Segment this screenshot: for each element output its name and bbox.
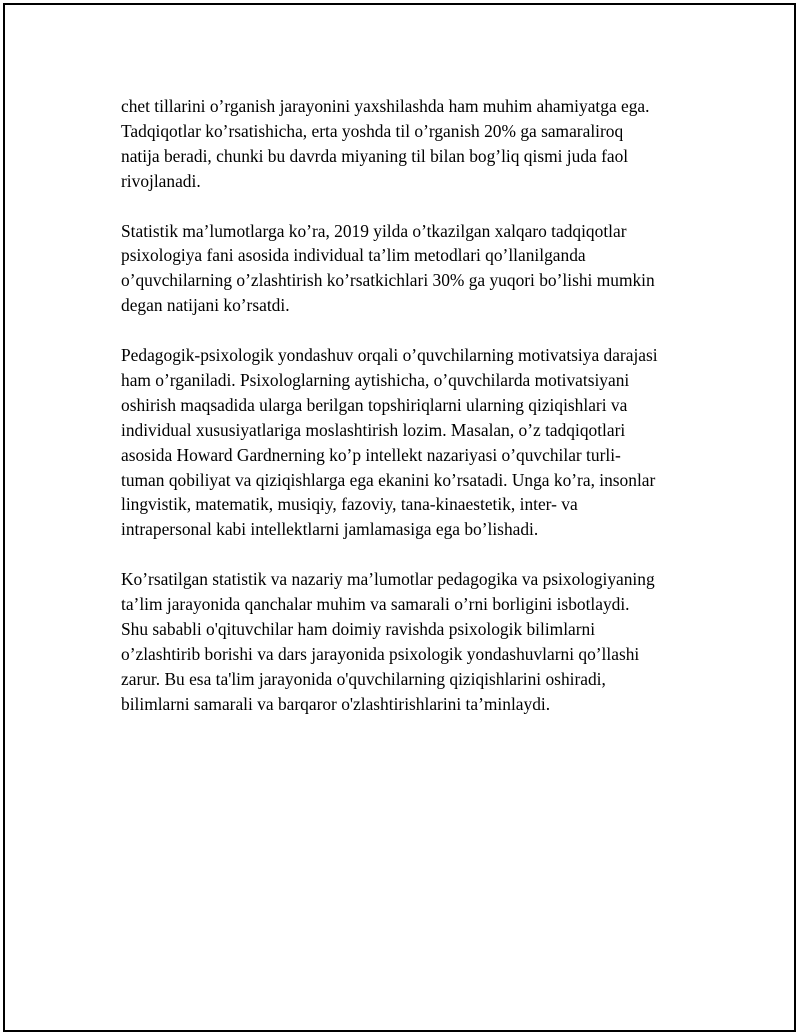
text-line: degan natijani ko’rsatdi. xyxy=(121,295,290,316)
text-line: Tadqiqotlar ko’rsatishicha, erta yoshda til o’rganish 20% ga samaraliroq xyxy=(121,120,624,141)
text-line: bilimlarni samarali va barqaror o'zlashtirishlarini ta’minlaydi. xyxy=(121,693,551,714)
text-line: Pedagogik-psixologik yondashuv orqali o’quvchilarning motivatsiya darajasi xyxy=(121,345,658,366)
page-frame xyxy=(3,3,796,1032)
text-line: tuman qobiliyat va qiziqishlarga ega ekanini ko’rsatadi. Unga ko’ra, insonlar xyxy=(121,469,656,490)
text-line: intrapersonal kabi intellektlarni jamlamasiga ega bo’lishadi. xyxy=(121,519,539,540)
paragraph-1 xyxy=(121,94,695,194)
text-line: zarur. Bu esa ta'lim jarayonida o'quvchilarning qiziqishlarini oshiradi, xyxy=(121,668,606,689)
text-line: psixologiya fani asosida individual ta’lim metodlari qo’llanilganda xyxy=(121,245,586,266)
paragraph-3 xyxy=(121,343,695,542)
text-line: chet tillarini o’rganish jarayonini yaxshilashda ham muhim ahamiyatga ega. xyxy=(121,96,650,116)
paragraph-2 xyxy=(121,219,695,319)
paragraph-spacer xyxy=(121,194,695,219)
text-line: natija beradi, chunki bu davrda miyaning til bilan bog’liq qismi juda faol xyxy=(121,145,629,166)
text-line: oshirish maqsadida ularga berilgan topshiriqlarni ularning qiziqishlari va xyxy=(121,394,628,415)
text-line: Statistik ma’lumotlarga ko’ra, 2019 yilda o’tkazilgan xalqaro tadqiqotlar xyxy=(121,220,627,241)
text-line: asosida Howard Gardnerning ko’p intellekt nazariyasi o’quvchilar turli- xyxy=(121,444,621,465)
text-line: Shu sababli o'qituvchilar ham doimiy ravishda psixologik bilimlarni xyxy=(121,618,596,639)
text-line: ham o’rganiladi. Psixologlarning aytishicha, o’quvchilarda motivatsiyani xyxy=(121,369,630,390)
document-body xyxy=(121,94,695,717)
text-line: individual xususiyatlariga moslashtirish lozim. Masalan, o’z tadqiqotlari xyxy=(121,419,626,440)
text-line: rivojlanadi. xyxy=(121,170,201,191)
text-line: o’quvchilarning o’zlashtirish ko’rsatkichlari 30% ga yuqori bo’lishi mumkin xyxy=(121,270,655,291)
text-line: Ko’rsatilgan statistik va nazariy ma’lumotlar pedagogika va psixologiyaning xyxy=(121,569,655,590)
paragraph-spacer xyxy=(121,318,695,343)
paragraph-4 xyxy=(121,567,695,716)
text-line: o’zlashtirib borishi va dars jarayonida psixologik yondashuvlarni qo’llashi xyxy=(121,643,640,664)
text-line: ta’lim jarayonida qanchalar muhim va samarali o’rni borligini isbotlaydi. xyxy=(121,594,630,615)
paragraph-spacer xyxy=(121,542,695,567)
text-line: lingvistik, matematik, musiqiy, fazoviy, tana-kinaestetik, inter- va xyxy=(121,494,578,515)
